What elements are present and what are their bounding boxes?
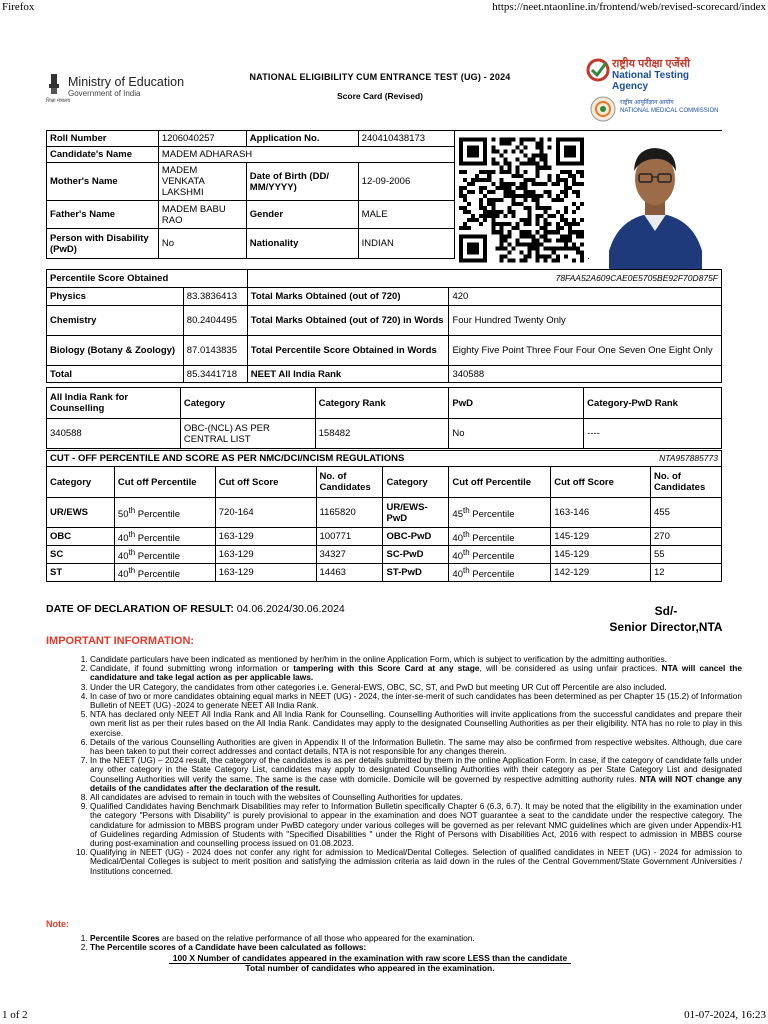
cutoff-score: 163-129 [215, 528, 316, 546]
cutoff-score-pwd: 145-129 [551, 528, 651, 546]
cutoff-header: Category [383, 467, 449, 498]
qr-code-icon [455, 131, 588, 269]
percentile-number: 40 [452, 551, 463, 563]
cutoff-candidates: 100771 [316, 528, 383, 546]
total-words-value: Four Hundred Twenty Only [449, 306, 722, 336]
percentile-suffix: th [463, 548, 470, 558]
percentile-number: 50 [117, 509, 129, 521]
list-item: 6. Details of the various Counselling Authorities are given in Appendix II of the Information Bulletin. The same may also be confirmed from respective websites. Although, due care has been taken to put their correct addresses and contact details, NTA is not responsible for any changes therein. [90, 738, 742, 756]
moe-subtitle: Government of India [68, 89, 141, 98]
nta-check-icon [586, 58, 610, 82]
cutoff-candidates: 34327 [316, 546, 383, 564]
cutoff-category-pwd: UR/EWS-PwD [383, 498, 449, 528]
cutoff-header: Cut off Percentile [449, 467, 551, 498]
page-subtitle: Score Card (Revised) [337, 91, 423, 101]
moe-logo [46, 72, 196, 106]
gender-value: MALE [358, 201, 454, 229]
name-label: Candidate's Name [47, 147, 159, 163]
list-item [90, 756, 742, 793]
list-item [90, 664, 742, 682]
cutoff-score-pwd: 142-129 [551, 564, 651, 582]
signature-block [600, 603, 732, 635]
pwd-rank-value: No [449, 419, 584, 449]
cutoff-percentile [114, 546, 215, 564]
percentile-number: 40 [452, 533, 463, 545]
nmc-name: NATIONAL MEDICAL COMMISSION [620, 108, 719, 114]
cutoff-header: Cut off Percentile [114, 467, 215, 498]
item-text: are based on the relative performance of all those who appeared for the examination. [159, 933, 475, 943]
pwd-label: Person with Disability (PwD) [47, 229, 159, 259]
list-item: 8. All candidates are advised to remain in touch with the websites of Counselling Authorities for updates. [90, 793, 742, 802]
item-text: Candidate, if found submitting wrong information or [90, 663, 294, 674]
declaration-label: DATE OF DECLARATION OF RESULT: [46, 603, 234, 615]
total-marks-label: Total Marks Obtained (out of 720) [247, 288, 449, 306]
cutoff-percentile-pwd [449, 564, 551, 582]
print-datetime: 01-07-2024, 16:23 [684, 1009, 766, 1021]
cutoff-header: Cut off Score [215, 467, 316, 498]
candidate-photo [589, 131, 722, 269]
physics-value: 83.3836413 [183, 288, 247, 306]
category-label: Category [180, 388, 315, 419]
dob-label: Date of Birth (DD/ MM/YYYY) [246, 163, 358, 201]
formula-numerator: 100 X Number of candidates appeared in the examination with raw score LESS than the candidate [169, 954, 571, 964]
cutoff-category-pwd: SC-PwD [383, 546, 449, 564]
signature-designation: Senior Director,NTA [609, 620, 723, 634]
mother-value: MADEM VENKATA LAKSHMI [158, 163, 246, 201]
signature-sd: Sd/- [654, 604, 678, 618]
percentile-number: 45 [452, 509, 463, 521]
cutoff-table [46, 450, 722, 582]
percentile-number: 40 [452, 569, 463, 581]
name-value: MADEM ADHARASH [158, 147, 454, 163]
category-value: OBC-(NCL) AS PER CENTRAL LIST [180, 419, 315, 449]
dob-value: 12-09-2006 [358, 163, 454, 201]
cutoff-title: CUT - OFF PERCENTILE AND SCORE AS PER NMC/DCI/NCISM REGULATIONS [47, 451, 551, 467]
air-counsel-label: All India Rank for Counselling [47, 388, 181, 419]
percentile-text: Percentile [469, 509, 515, 521]
percentile-words-value: Eighty Five Point Three Four Four One Seven One Eight Only [449, 336, 722, 366]
biology-label: Biology (Botany & Zoology) [47, 336, 184, 366]
table-row [47, 564, 722, 582]
father-label: Father's Name [47, 201, 159, 229]
percentile-suffix: th [463, 566, 470, 576]
app-value: 240410438173 [358, 131, 454, 147]
cutoff-header: No. of Candidates [651, 467, 722, 498]
formula-denominator: Total number of candidates who appeared in the examination. [245, 963, 495, 973]
table-row [47, 546, 722, 564]
total-marks-value: 420 [449, 288, 722, 306]
cutoff-header: Cut off Score [551, 467, 651, 498]
declaration-date [46, 603, 345, 615]
cutoff-category: SC [47, 546, 115, 564]
cutoff-category: ST [47, 564, 115, 582]
cutoff-percentile-pwd [449, 528, 551, 546]
table-row [47, 498, 722, 528]
category-pwd-rank-label: Category-PwD Rank [584, 388, 722, 419]
photo-image [589, 131, 722, 269]
list-item: 10. Qualifying in NEET (UG) - 2024 does not confer any right for admission to Medical/Dental Colleges. Selection of qualified candidates in NEET (UG) - 2024 for admission to Medical/Dental Colleges is subject to merit position and satisfying the admission criteria as laid down in the rules of the Central Government/State Government /Universities / Institutions concerned. [90, 848, 742, 876]
page-number: 1 of 2 [2, 1009, 28, 1021]
air-value: 340588 [449, 366, 722, 383]
percentile-label: Percentile Score Obtained [47, 270, 248, 288]
percentile-number: 40 [117, 551, 129, 563]
cutoff-category: UR/EWS [47, 498, 115, 528]
cutoff-percentile [114, 528, 215, 546]
percentile-text: Percentile [469, 533, 515, 545]
moe-title: Ministry of Education [68, 75, 185, 89]
roll-label: Roll Number [47, 131, 159, 147]
biology-value: 87.0143835 [183, 336, 247, 366]
percentile-number: 40 [117, 533, 129, 545]
cutoff-header: No. of Candidates [316, 467, 383, 498]
nationality-label: Nationality [246, 229, 358, 259]
item-bold: The Percentile scores of a Candidate have been calculated as follows: [90, 942, 367, 953]
percentile-suffix: th [128, 566, 136, 576]
browser-app-name: Firefox [2, 1, 35, 13]
list-item: 4. In case of two or more candidates obtaining equal marks in NEET (UG) - 2024, the inter-se-merit of such candidates has been determined as per Chapter 15 (15.2) of Information Bulletin of NEET (UG) -2024 to generate NEET All India Rank. [90, 692, 742, 710]
cutoff-candidates: 14463 [316, 564, 383, 582]
percentile-number: 40 [117, 569, 129, 581]
scores-table [46, 269, 722, 383]
list-item: 3. Under the UR Category, the candidates from other categories i.e. General-EWS, OBC, SC, ST, and PwD but meeting UR Cut off Percentile are also included. [90, 683, 742, 692]
browser-footer [0, 1006, 768, 1024]
list-item: 9. Qualified Candidates having Benchmark Disabilities may refer to Information Bulletin specifically Chapter 6 (6.3, 6.7). It may be noted that the eligibility in the examination under the category "Persons with Disability" is purely provisional to appear in the examination and does NOT guarantee a seat to the candidate under the respective category. The candidature for admission to MBBS program under PwBD category under various colleges will be governed as per relevant NMC guidelines which are given under Appendix-H1 of Guidelines regarding Admission of Students with "Specified Disabilities " under the Right of Persons with Disabilities Act, 2016 with respect to admission in MBBS course during post-examination and counselling process issued on 01.08.2023. [90, 802, 742, 848]
percentile-text: Percentile [469, 551, 515, 563]
cutoff-category-pwd: OBC-PwD [383, 528, 449, 546]
percentile-suffix: th [128, 548, 136, 558]
percentile-text: Percentile [135, 551, 180, 563]
item-bold: NTA will cancel the candidature and take legal action as per applicable laws. [90, 663, 742, 683]
percentile-suffix: th [463, 505, 470, 515]
percentile-formula [150, 954, 590, 973]
declaration-value: 04.06.2024/30.06.2024 [233, 603, 345, 615]
percentile-suffix: th [463, 530, 470, 539]
nmc-seal-icon [590, 96, 616, 122]
moe-hindi: शिक्षा मंत्रालय [46, 98, 71, 104]
cutoff-category-pwd: ST-PwD [383, 564, 449, 582]
note-title: Note: [46, 919, 69, 929]
list-item: 1. Candidate particulars have been indicated as mentioned by her/him in the online Application Form, which is subject to verification by the admitting authorities. [90, 655, 742, 664]
rank-table [46, 387, 722, 449]
nmc-hindi: राष्ट्रीय आयुर्विज्ञान आयोग [620, 100, 674, 106]
nmc-logo [590, 96, 730, 126]
item-text: In the NEET (UG) – 2024 result, the category of the candidates is as per details submitted by them in the online Application Form. In case, if the category of candidate falls under any other category in the State Category List, candidates may apply to designated Counselling Authorities with their category as per State Category List and designated Counselling Authorities will verify the same. The same is the case with domicile. Domicile will be governed by respective admitting authority rules. [90, 755, 742, 784]
cutoff-percentile [114, 498, 215, 528]
mother-label: Mother's Name [47, 163, 159, 201]
cutoff-score-pwd: 145-129 [551, 546, 651, 564]
cutoff-percentile-pwd [449, 546, 551, 564]
photo-date: 15-02-2024 [624, 250, 687, 264]
percentile-text: Percentile [469, 569, 515, 581]
list-item: 5. NTA has declared only NEET All India Rank and All India Rank for Counselling. Counselling Authorities will invite applications from the successful candidates and prepare their own merit list as per their rules based on the All India Rank. Candidates may apply to the designated Counselling Authorities as per their eligibility. NTA has no role to play in this exercise. [90, 710, 742, 738]
cutoff-percentile [114, 564, 215, 582]
category-rank-label: Category Rank [315, 388, 449, 419]
important-list [70, 655, 742, 876]
app-label: Application No. [246, 131, 358, 147]
nta-logo [586, 56, 726, 92]
cutoff-category: OBC [47, 528, 115, 546]
percentile-text: Percentile [135, 509, 180, 521]
gender-label: Gender [246, 201, 358, 229]
percentile-text: Percentile [135, 533, 180, 545]
cutoff-percentile-pwd [449, 498, 551, 528]
air-label: NEET All India Rank [247, 366, 449, 383]
air-counsel-value: 340588 [47, 419, 181, 449]
physics-label: Physics [47, 288, 184, 306]
cutoff-score: 163-129 [215, 564, 316, 582]
item-text: , will be considered as using unfair practices. [479, 663, 662, 674]
cutoff-score-pwd: 163-146 [551, 498, 651, 528]
total-words-label: Total Marks Obtained (out of 720) in Words [247, 306, 449, 336]
note-list [70, 934, 742, 952]
item-bold: NTA will NOT change any details of the candidates after the declaration of the result. [90, 773, 742, 793]
cutoff-score: 163-129 [215, 546, 316, 564]
percentile-text: Percentile [135, 569, 180, 581]
percentile-suffix: th [128, 530, 136, 539]
cutoff-code: NTA957885773 [551, 451, 722, 467]
browser-header [0, 0, 768, 14]
father-value: MADEM BABU RAO [158, 201, 246, 229]
total-value: 85.3441718 [183, 366, 247, 383]
nta-hindi: राष्ट्रीय परीक्षा एजेंसी [612, 58, 690, 70]
category-rank-value: 158482 [315, 419, 449, 449]
cutoff-candidates-pwd: 270 [651, 528, 722, 546]
pwd-value: No [158, 229, 246, 259]
browser-url[interactable]: https://neet.ntaonline.in/frontend/web/revised-scorecard/index [492, 1, 766, 13]
score-hash: 78FAA52A609CAE0E5705BE92F70D875F [247, 270, 721, 288]
item-bold: Percentile Scores [90, 933, 160, 943]
cutoff-candidates-pwd: 12 [651, 564, 722, 582]
roll-value: 1206040257 [158, 131, 246, 147]
cutoff-candidates-pwd: 55 [651, 546, 722, 564]
item-bold: tampering with this Score Card at any stage [293, 663, 480, 674]
pwd-rank-label: PwD [449, 388, 584, 419]
chemistry-label: Chemistry [47, 306, 184, 336]
cutoff-candidates-pwd: 455 [651, 498, 722, 528]
cutoff-header: Category [47, 467, 115, 498]
nationality-value: INDIAN [358, 229, 454, 259]
cutoff-candidates: 1165820 [316, 498, 383, 528]
page-title: NATIONAL ELIGIBILITY CUM ENTRANCE TEST (UG) - 2024 [249, 72, 511, 82]
nta-name: National Testing Agency [612, 70, 690, 92]
category-pwd-rank-value: ---- [584, 419, 722, 449]
percentile-suffix: th [128, 505, 136, 515]
percentile-words-label: Total Percentile Score Obtained in Words [247, 336, 449, 366]
list-item [90, 943, 742, 952]
cutoff-score: 720-164 [215, 498, 316, 528]
chemistry-value: 80.2404495 [183, 306, 247, 336]
table-row [47, 528, 722, 546]
important-title: IMPORTANT INFORMATION: [46, 635, 195, 647]
total-label: Total [47, 366, 184, 383]
